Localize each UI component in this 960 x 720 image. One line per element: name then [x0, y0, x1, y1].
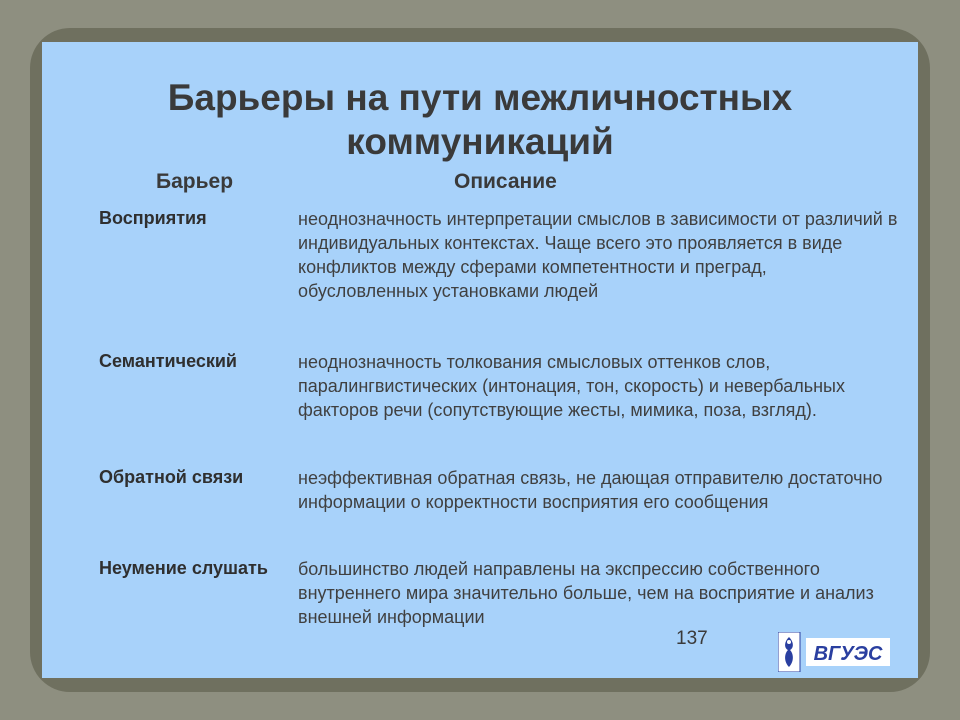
- slide-title: [42, 76, 918, 164]
- university-logo: [778, 632, 890, 672]
- barrier-description: неэффективная обратная связь, не дающая отправителю достаточно информации о корректности восприятия его сообщения: [298, 468, 883, 512]
- slide: [42, 42, 918, 678]
- logo-graphic: [778, 632, 890, 672]
- barrier-name: Неумение слушать: [99, 558, 268, 578]
- logo-text: ВГУЭС: [813, 643, 883, 665]
- column-header-barrier: Барьер: [156, 170, 234, 193]
- barrier-description: неоднозначность интерпретации смыслов в зависимости от различий в индивидуальных контекстах. Чаще всего это проявляется в виде конфликтов между сферами компетентности и преград, обусловленных установками людей: [298, 209, 898, 301]
- column-header-description: Описание: [454, 170, 557, 193]
- barrier-name: Семантический: [99, 351, 237, 371]
- page-number: 137: [676, 628, 708, 649]
- barrier-name: Восприятия: [99, 208, 207, 228]
- barrier-description: неоднозначность толкования смысловых оттенков слов, паралингвистических (интонация, тон, скорость) и невербальных факторов речи (сопутствующие жесты, мимика, поза, взгляд).: [298, 352, 845, 420]
- title-line-1: Барьеры на пути межличностных: [167, 77, 793, 118]
- barrier-name: Обратной связи: [99, 467, 244, 487]
- title-line-2: коммуникаций: [346, 121, 614, 162]
- barrier-description: большинство людей направлены на экспрессию собственного внутреннего мира значительно больше, чем на восприятие и анализ внешней информации: [298, 559, 874, 627]
